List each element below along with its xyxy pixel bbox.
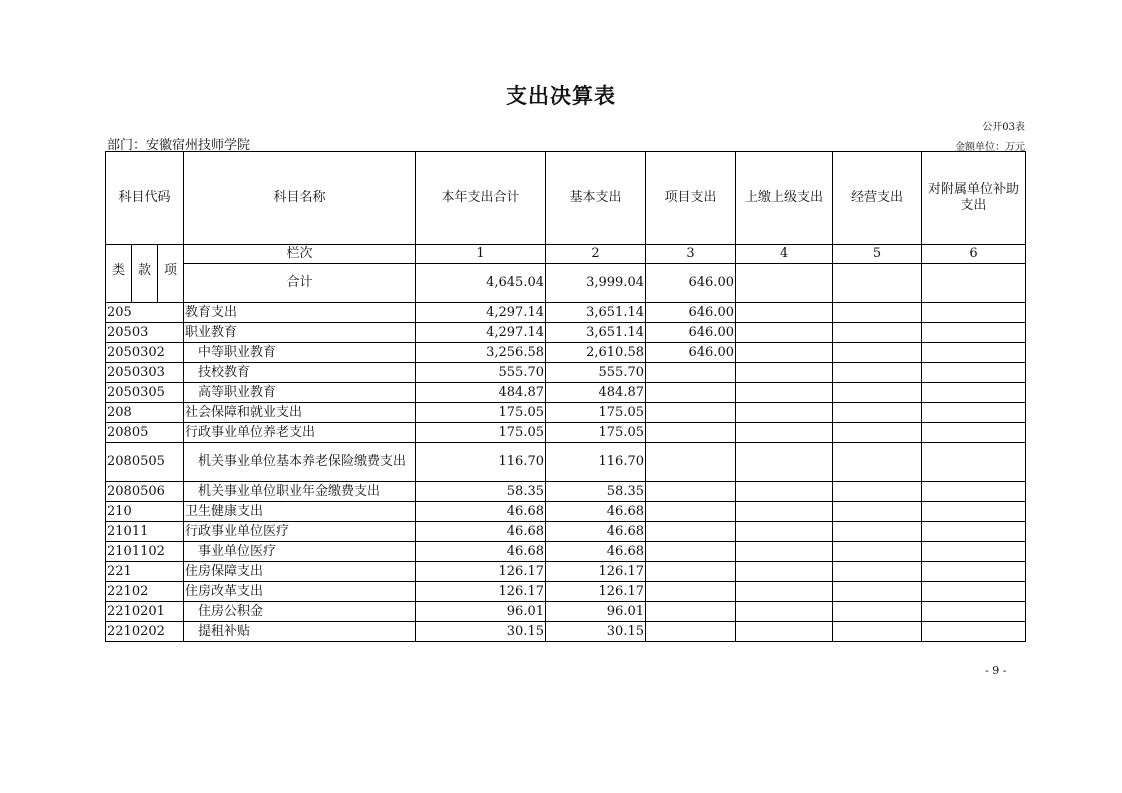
row-subsidiary bbox=[922, 403, 1026, 423]
row-code: 205 bbox=[106, 303, 184, 323]
column-number-5: 5 bbox=[833, 245, 922, 264]
header-subsidiary: 对附属单位补助支出 bbox=[922, 152, 1026, 245]
row-code: 210 bbox=[106, 502, 184, 522]
row-upper bbox=[736, 303, 833, 323]
total-row bbox=[106, 264, 1026, 303]
row-code: 22102 bbox=[106, 582, 184, 602]
row-name: 技校教育 bbox=[184, 363, 416, 383]
expenditure-table bbox=[105, 151, 1026, 642]
row-name: 教育支出 bbox=[184, 303, 416, 323]
row-total: 3,256.58 bbox=[416, 343, 546, 363]
row-code: 2050303 bbox=[106, 363, 184, 383]
row-subsidiary bbox=[922, 522, 1026, 542]
row-name: 住房公积金 bbox=[184, 602, 416, 622]
row-business bbox=[833, 622, 922, 642]
row-basic: 3,651.14 bbox=[546, 303, 646, 323]
row-code: 2050302 bbox=[106, 343, 184, 363]
row-project bbox=[646, 423, 736, 443]
row-business bbox=[833, 363, 922, 383]
row-subsidiary bbox=[922, 323, 1026, 343]
total-project: 646.00 bbox=[646, 264, 736, 303]
column-number-row bbox=[106, 245, 1026, 264]
table-row bbox=[106, 522, 1026, 542]
row-basic: 58.35 bbox=[546, 482, 646, 502]
row-project bbox=[646, 582, 736, 602]
column-number-3: 3 bbox=[646, 245, 736, 264]
row-project bbox=[646, 622, 736, 642]
row-code: 2210202 bbox=[106, 622, 184, 642]
row-basic: 175.05 bbox=[546, 423, 646, 443]
row-code: 20503 bbox=[106, 323, 184, 343]
row-name: 提租补贴 bbox=[184, 622, 416, 642]
row-project bbox=[646, 443, 736, 482]
row-business bbox=[833, 403, 922, 423]
row-upper bbox=[736, 602, 833, 622]
row-basic: 46.68 bbox=[546, 502, 646, 522]
header-business: 经营支出 bbox=[833, 152, 922, 245]
column-number-label: 栏次 bbox=[184, 245, 416, 264]
row-code: 2080505 bbox=[106, 443, 184, 482]
row-project bbox=[646, 522, 736, 542]
table-row bbox=[106, 323, 1026, 343]
row-project bbox=[646, 562, 736, 582]
form-number: 公开03表 bbox=[982, 122, 1025, 133]
row-basic: 126.17 bbox=[546, 562, 646, 582]
row-code: 2050305 bbox=[106, 383, 184, 403]
row-project bbox=[646, 502, 736, 522]
row-name: 机关事业单位职业年金缴费支出 bbox=[184, 482, 416, 502]
row-basic: 126.17 bbox=[546, 582, 646, 602]
row-business bbox=[833, 383, 922, 403]
total-subsidiary bbox=[922, 264, 1026, 303]
row-subsidiary bbox=[922, 502, 1026, 522]
row-business bbox=[833, 323, 922, 343]
row-subsidiary bbox=[922, 602, 1026, 622]
row-upper bbox=[736, 443, 833, 482]
row-code: 21011 bbox=[106, 522, 184, 542]
row-project bbox=[646, 482, 736, 502]
row-upper bbox=[736, 423, 833, 443]
row-project bbox=[646, 383, 736, 403]
header-lei: 类 bbox=[106, 245, 132, 303]
row-basic: 175.05 bbox=[546, 403, 646, 423]
row-name: 住房保障支出 bbox=[184, 562, 416, 582]
row-total: 4,297.14 bbox=[416, 303, 546, 323]
table-row bbox=[106, 482, 1026, 502]
total-upper bbox=[736, 264, 833, 303]
row-total: 116.70 bbox=[416, 443, 546, 482]
row-business bbox=[833, 582, 922, 602]
row-project: 646.00 bbox=[646, 323, 736, 343]
row-business bbox=[833, 303, 922, 323]
row-name: 事业单位医疗 bbox=[184, 542, 416, 562]
page-title: 支出决算表 bbox=[506, 84, 616, 108]
header-project: 项目支出 bbox=[646, 152, 736, 245]
row-basic: 484.87 bbox=[546, 383, 646, 403]
row-code: 2210201 bbox=[106, 602, 184, 622]
page-number: - 9 - bbox=[985, 664, 1007, 677]
row-project bbox=[646, 602, 736, 622]
row-business bbox=[833, 343, 922, 363]
row-basic: 116.70 bbox=[546, 443, 646, 482]
table-row bbox=[106, 582, 1026, 602]
header-name: 科目名称 bbox=[184, 152, 416, 245]
department-label: 部门：安徽宿州技师学院 bbox=[107, 138, 251, 153]
row-upper bbox=[736, 522, 833, 542]
column-number-1: 1 bbox=[416, 245, 546, 264]
row-project bbox=[646, 542, 736, 562]
row-subsidiary bbox=[922, 383, 1026, 403]
row-name: 行政事业单位医疗 bbox=[184, 522, 416, 542]
row-upper bbox=[736, 323, 833, 343]
row-name: 中等职业教育 bbox=[184, 343, 416, 363]
row-basic: 30.15 bbox=[546, 622, 646, 642]
column-number-6: 6 bbox=[922, 245, 1026, 264]
row-business bbox=[833, 522, 922, 542]
table-row bbox=[106, 423, 1026, 443]
row-total: 175.05 bbox=[416, 423, 546, 443]
row-subsidiary bbox=[922, 482, 1026, 502]
row-upper bbox=[736, 343, 833, 363]
row-business bbox=[833, 562, 922, 582]
table-row bbox=[106, 343, 1026, 363]
row-upper bbox=[736, 582, 833, 602]
amount-unit-label: 金额单位：万元 bbox=[955, 142, 1025, 153]
row-upper bbox=[736, 542, 833, 562]
header-code: 科目代码 bbox=[106, 152, 184, 245]
table-row bbox=[106, 602, 1026, 622]
header-row bbox=[106, 152, 1026, 245]
row-subsidiary bbox=[922, 443, 1026, 482]
row-upper bbox=[736, 562, 833, 582]
row-code: 208 bbox=[106, 403, 184, 423]
row-business bbox=[833, 482, 922, 502]
row-subsidiary bbox=[922, 542, 1026, 562]
row-total: 96.01 bbox=[416, 602, 546, 622]
row-total: 126.17 bbox=[416, 582, 546, 602]
row-project: 646.00 bbox=[646, 303, 736, 323]
row-business bbox=[833, 443, 922, 482]
row-name: 职业教育 bbox=[184, 323, 416, 343]
row-business bbox=[833, 602, 922, 622]
row-subsidiary bbox=[922, 423, 1026, 443]
row-code: 2080506 bbox=[106, 482, 184, 502]
row-total: 4,297.14 bbox=[416, 323, 546, 343]
table-row bbox=[106, 622, 1026, 642]
row-basic: 555.70 bbox=[546, 363, 646, 383]
row-upper bbox=[736, 383, 833, 403]
header-upper: 上缴上级支出 bbox=[736, 152, 833, 245]
total-label: 合计 bbox=[184, 264, 416, 303]
row-basic: 46.68 bbox=[546, 542, 646, 562]
row-basic: 3,651.14 bbox=[546, 323, 646, 343]
row-upper bbox=[736, 482, 833, 502]
header-basic: 基本支出 bbox=[546, 152, 646, 245]
table-row bbox=[106, 502, 1026, 522]
row-project bbox=[646, 363, 736, 383]
table-row bbox=[106, 562, 1026, 582]
row-total: 175.05 bbox=[416, 403, 546, 423]
row-business bbox=[833, 502, 922, 522]
row-subsidiary bbox=[922, 622, 1026, 642]
row-subsidiary bbox=[922, 303, 1026, 323]
row-total: 484.87 bbox=[416, 383, 546, 403]
row-upper bbox=[736, 363, 833, 383]
row-name: 行政事业单位养老支出 bbox=[184, 423, 416, 443]
row-total: 58.35 bbox=[416, 482, 546, 502]
total-total: 4,645.04 bbox=[416, 264, 546, 303]
row-upper bbox=[736, 502, 833, 522]
table-row bbox=[106, 363, 1026, 383]
row-subsidiary bbox=[922, 562, 1026, 582]
row-total: 555.70 bbox=[416, 363, 546, 383]
row-name: 社会保障和就业支出 bbox=[184, 403, 416, 423]
table-row bbox=[106, 542, 1026, 562]
table-row bbox=[106, 383, 1026, 403]
row-subsidiary bbox=[922, 582, 1026, 602]
row-business bbox=[833, 542, 922, 562]
total-basic: 3,999.04 bbox=[546, 264, 646, 303]
row-code: 20805 bbox=[106, 423, 184, 443]
row-basic: 46.68 bbox=[546, 522, 646, 542]
row-project: 646.00 bbox=[646, 343, 736, 363]
table-row bbox=[106, 303, 1026, 323]
column-number-2: 2 bbox=[546, 245, 646, 264]
row-name: 住房改革支出 bbox=[184, 582, 416, 602]
row-basic: 96.01 bbox=[546, 602, 646, 622]
row-name: 高等职业教育 bbox=[184, 383, 416, 403]
row-project bbox=[646, 403, 736, 423]
row-total: 46.68 bbox=[416, 522, 546, 542]
row-subsidiary bbox=[922, 363, 1026, 383]
row-business bbox=[833, 423, 922, 443]
row-name: 机关事业单位基本养老保险缴费支出 bbox=[184, 443, 416, 482]
column-number-4: 4 bbox=[736, 245, 833, 264]
table-body bbox=[106, 303, 1026, 642]
row-upper bbox=[736, 403, 833, 423]
row-code: 2101102 bbox=[106, 542, 184, 562]
row-total: 46.68 bbox=[416, 502, 546, 522]
row-total: 30.15 bbox=[416, 622, 546, 642]
total-business bbox=[833, 264, 922, 303]
table-row bbox=[106, 443, 1026, 482]
header-total: 本年支出合计 bbox=[416, 152, 546, 245]
header-kuan: 款 bbox=[132, 245, 158, 303]
row-upper bbox=[736, 622, 833, 642]
row-total: 126.17 bbox=[416, 562, 546, 582]
row-code: 221 bbox=[106, 562, 184, 582]
row-basic: 2,610.58 bbox=[546, 343, 646, 363]
row-name: 卫生健康支出 bbox=[184, 502, 416, 522]
table-row bbox=[106, 403, 1026, 423]
row-total: 46.68 bbox=[416, 542, 546, 562]
header-xiang: 项 bbox=[158, 245, 184, 303]
row-subsidiary bbox=[922, 343, 1026, 363]
